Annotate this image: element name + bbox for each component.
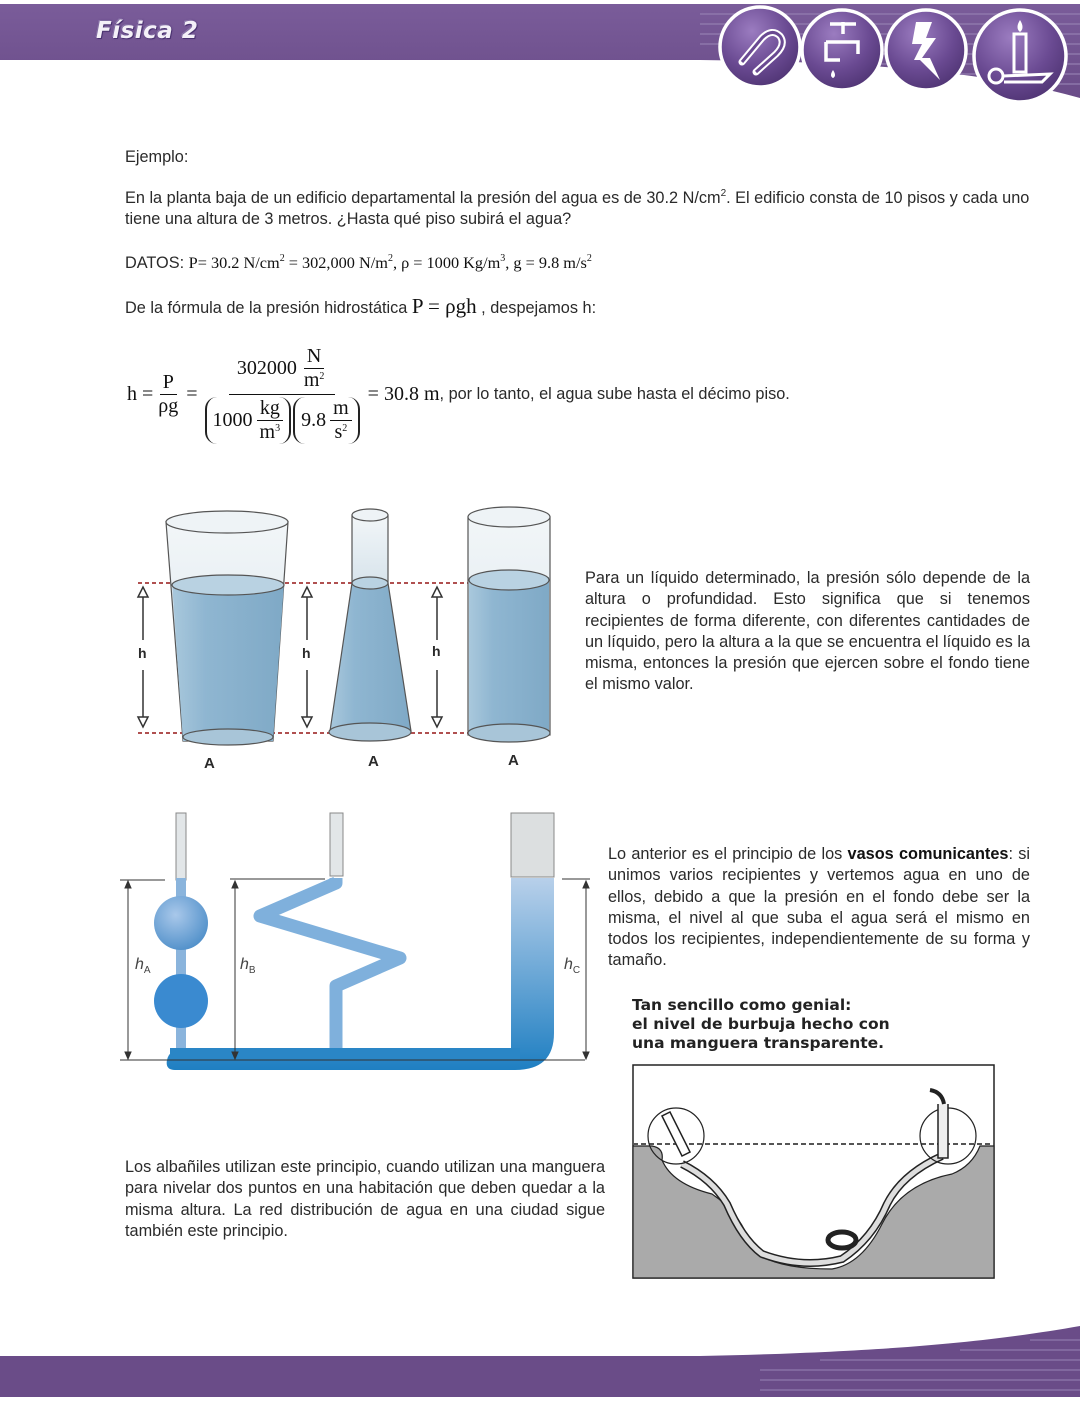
- label-sub: C: [572, 965, 581, 977]
- height-label-3: h: [432, 643, 441, 659]
- datos-label: DATOS:: [125, 254, 189, 272]
- sup: 2: [387, 253, 393, 264]
- eq-frac-den: ρg: [158, 395, 179, 417]
- vessels-paragraph: [608, 844, 1030, 972]
- eq-unit-m-s2: [330, 397, 352, 444]
- eq-unit-kg-m3: [257, 397, 284, 444]
- unit-num: kg: [257, 397, 283, 421]
- unit-den-base: s: [334, 421, 343, 443]
- label-sub: B: [248, 965, 256, 977]
- datos-pressure-cm: P= 30.2 N/cm: [188, 253, 280, 272]
- sup: 2: [279, 253, 285, 264]
- eq-density-value: 1000: [212, 409, 253, 431]
- eq-main-num: [229, 345, 336, 395]
- containers-figure: [128, 505, 568, 777]
- eq-density-group: [205, 397, 292, 444]
- vessels-illustration: [115, 808, 600, 1073]
- page-header: [0, 0, 1080, 110]
- datos-line: [125, 252, 592, 274]
- problem-sup: 2: [720, 188, 727, 199]
- pressure-paragraph: Para un líquido determinado, la presión sólo depende de la altura o profundidad. Esto significa que si tenemos recipientes de forma diferente, con diferentes cantidades de un líquido, pero la altura a la que se encuentra el líquido es la misma, entonces la presión que ejercen sobre el fondo tiene el mismo valor.: [585, 569, 1030, 694]
- eq-main-fraction: [201, 345, 364, 444]
- unit-den-base: m: [303, 369, 320, 391]
- lightning-icon: [886, 10, 966, 90]
- base-label-2: A: [368, 753, 379, 770]
- container-cylinder: [468, 507, 550, 742]
- unit-den-base: m: [259, 421, 276, 443]
- header-banner: [0, 0, 1080, 110]
- unit-num: N: [304, 345, 324, 369]
- communicating-vessels-figure: [115, 808, 600, 1073]
- page-footer: [0, 1300, 1080, 1397]
- example-heading: Ejemplo:: [125, 148, 189, 166]
- book-title: Física 2: [96, 18, 199, 44]
- magnet-icon: [720, 7, 800, 87]
- container-glass: [166, 511, 288, 745]
- base-label-1: A: [204, 755, 215, 772]
- datos-values: [189, 253, 592, 272]
- faucet-icon: [802, 10, 882, 90]
- hose-level-figure: [632, 1064, 995, 1279]
- label-main: h: [240, 956, 249, 973]
- sup: 2: [586, 253, 592, 264]
- label-hc: [564, 956, 580, 976]
- eq-lhs: h =: [127, 383, 154, 405]
- datos-density: , ρ = 1000 Kg/m: [392, 253, 501, 272]
- vessels-text-1: Lo anterior es el principio de los: [608, 845, 848, 863]
- problem-text-1: En la planta baja de un edificio departamental la presión del agua es de 30.2 N/cm: [125, 189, 721, 207]
- sup: 2: [319, 371, 325, 382]
- eq-main-den: [201, 395, 364, 444]
- example-problem: [125, 188, 1030, 231]
- equation: [127, 345, 790, 444]
- eq-frac-p-over-rhog: [155, 371, 181, 418]
- container-flask: [329, 509, 411, 741]
- unit-den: [257, 421, 284, 444]
- formula-intro: [125, 296, 596, 319]
- problem-text-2: . El edificio consta de 10 pisos y cada uno tiene una altura de 3 metros. ¿Hasta qué piso subirá el agua?: [125, 189, 1030, 229]
- unit-den: [301, 369, 328, 392]
- sup: 3: [275, 423, 281, 434]
- datos-pressure-m: = 302,000 N/m: [284, 253, 388, 272]
- vessels-text-2: : si unimos varios recipientes y vertemos agua en uno de ellos, debido a que la presión en el fondo debe ser la misma, el nivel al que suba el agua será el mismo en todos los recipientes, independientemente de su forma y tamaño.: [608, 845, 1030, 970]
- eq-result: = 30.8 m: [367, 383, 440, 405]
- label-main: h: [564, 956, 573, 973]
- formula-intro-text-2: , despejamos h:: [476, 299, 597, 317]
- eq-conclusion: , por lo tanto, el agua sube hasta el décimo piso.: [439, 384, 790, 403]
- height-label-2: h: [302, 645, 311, 661]
- formula-inline: P = ρgh: [411, 294, 477, 318]
- label-ha: [135, 956, 151, 976]
- hose-illustration: [632, 1064, 995, 1279]
- datos-gravity: , g = 9.8 m/s: [505, 253, 587, 272]
- eq-gravity-group: [293, 397, 360, 444]
- eq-unit-n-m2: [301, 345, 328, 392]
- candle-icon: [974, 10, 1066, 102]
- eq-frac-num: P: [160, 371, 177, 395]
- unit-den: [331, 421, 350, 444]
- eq-equals: =: [186, 383, 198, 405]
- unit-num: m: [330, 397, 352, 421]
- caption-line: Tan sencillo como genial:: [632, 996, 852, 1014]
- containers-illustration: [128, 505, 568, 777]
- caption-line: una manguera transparente.: [632, 1034, 885, 1052]
- masons-paragraph: Los albañiles utilizan este principio, cuando utilizan una manguera para nivelar dos puntos en una habitación que deben quedar a la misma altura. La red distribución de agua en una ciudad sigue también este principio.: [125, 1158, 605, 1240]
- eq-pressure-value: 302000: [236, 357, 297, 379]
- sup: 2: [342, 423, 348, 434]
- sup: 3: [500, 253, 506, 264]
- label-sub: A: [143, 965, 151, 977]
- vessels-term: vasos comunicantes: [847, 845, 1009, 863]
- base-label-3: A: [508, 752, 519, 769]
- footer-banner: [0, 1300, 1080, 1397]
- hose-caption: [632, 996, 890, 1053]
- eq-gravity-value: 9.8: [301, 409, 327, 431]
- height-label-1: h: [138, 645, 147, 661]
- label-hb: [240, 956, 256, 976]
- caption-line: el nivel de burbuja hecho con: [632, 1015, 890, 1033]
- label-main: h: [135, 956, 144, 973]
- formula-intro-text: De la fórmula de la presión hidrostática: [125, 299, 412, 317]
